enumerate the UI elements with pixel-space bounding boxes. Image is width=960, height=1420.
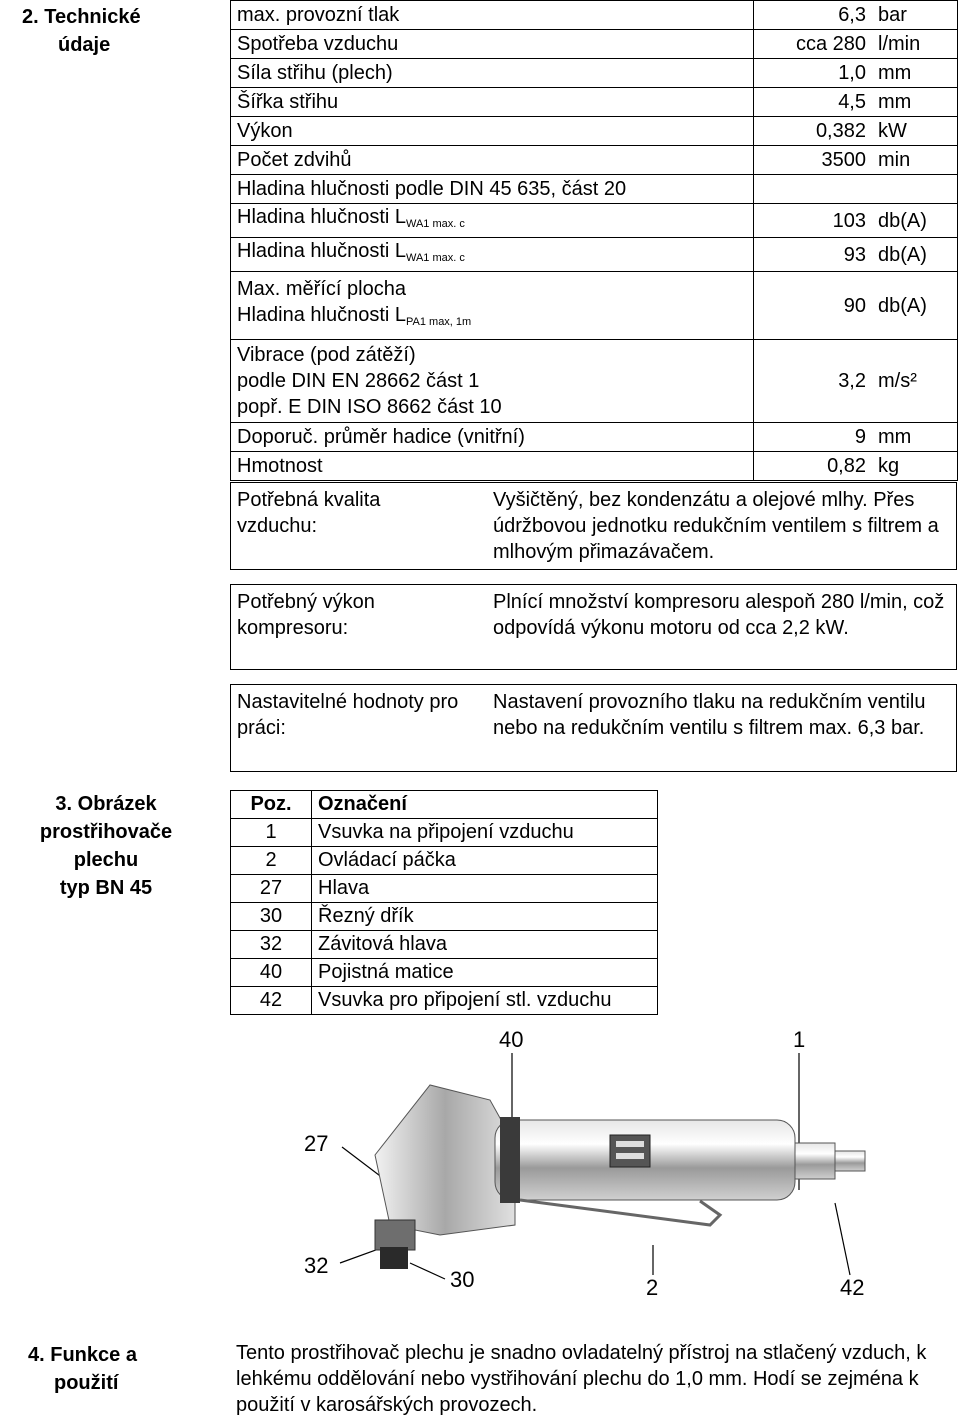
- spec-label-subscript: WA1 max. c: [406, 252, 465, 264]
- part-position: 30: [231, 903, 312, 931]
- column-header-name: Označení: [312, 791, 658, 819]
- callout-2: 2: [646, 1275, 659, 1300]
- callout-32: 32: [304, 1253, 329, 1278]
- settings-box: [230, 684, 957, 772]
- spec-unit: mm: [878, 91, 912, 113]
- spec-label: Spotřeba vzduchu: [231, 30, 754, 59]
- callout-40: 40: [499, 1027, 524, 1052]
- requirement-description: Nastavení provozního tlaku na redukčním ventilu nebo na redukčním ventilu s filtrem max. 6,3 bar.: [493, 691, 926, 739]
- spec-label-text: podle DIN EN 28662 část 1: [237, 370, 480, 392]
- table-row: [231, 987, 658, 1015]
- spec-label: [231, 340, 754, 423]
- air-quality-box: [230, 482, 957, 570]
- part-position: 40: [231, 959, 312, 987]
- column-header-position: Poz.: [231, 791, 312, 819]
- spec-row: [231, 59, 958, 88]
- table-row: [231, 819, 658, 847]
- spec-label-text: popř. E DIN ISO 8662 část 10: [237, 396, 502, 418]
- tool-body: [495, 1117, 865, 1225]
- part-position: 27: [231, 875, 312, 903]
- spec-row: [231, 175, 958, 204]
- spec-row: [231, 272, 958, 340]
- spec-unit: min: [878, 149, 911, 171]
- spec-row: [231, 423, 958, 452]
- compressor-power-box: [230, 584, 957, 670]
- spec-value: 9: [854, 426, 866, 448]
- spec-row: [231, 146, 958, 175]
- spec-label: Hladina hlučnosti podle DIN 45 635, část 20: [231, 175, 754, 204]
- table-row: [231, 875, 658, 903]
- spec-row: [231, 238, 958, 272]
- parts-table: [230, 790, 658, 1015]
- callout-30: 30: [450, 1267, 475, 1292]
- part-position: 2: [231, 847, 312, 875]
- section-3-heading: [16, 790, 196, 902]
- requirement-description: Vyšičtěný, bez kondenzátu a olejové mlhy. Přes údržbovou jednotku redukčním ventilem s filtrem a mlhovým přimazávačem.: [493, 489, 939, 563]
- table-row: [231, 847, 658, 875]
- spec-unit: db(A): [878, 243, 927, 266]
- section-4-title-line: použití: [54, 1372, 119, 1394]
- table-row: [231, 903, 658, 931]
- spec-unit: db(A): [878, 209, 927, 232]
- spec-row: [231, 340, 958, 423]
- spec-row: [231, 117, 958, 146]
- spec-unit: l/min: [878, 33, 921, 55]
- spec-row: [231, 1, 958, 30]
- spec-unit: bar: [878, 4, 907, 26]
- spec-label: Počet zdvihů: [231, 146, 754, 175]
- spec-unit: kW: [878, 120, 907, 142]
- spec-label: Doporuč. průměr hadice (vnitřní): [231, 423, 754, 452]
- spec-row: [231, 452, 958, 481]
- section-2-title-line: údaje: [58, 34, 111, 56]
- spec-label: Výkon: [231, 117, 754, 146]
- tool-head: [375, 1085, 515, 1269]
- part-name: Řezný dřík: [312, 903, 658, 931]
- section-2-heading: [22, 3, 142, 59]
- section-4-title-line: 4. Funkce a: [28, 1344, 137, 1366]
- nibbler-illustration: [280, 1025, 900, 1305]
- spec-label: [231, 238, 754, 272]
- section-3-title-line: prostřihovače: [39, 821, 173, 843]
- spec-label: Síla střihu (plech): [231, 59, 754, 88]
- requirement-key: Potřebný výkon kompresoru:: [237, 591, 375, 639]
- callout-1: 1: [793, 1027, 806, 1052]
- spec-row: [231, 204, 958, 238]
- function-description: Tento prostřihovač plechu je snadno ovladatelný přístroj na stlačený vzduch, k lehkému oddělování nebo vystřihování plechu do 1,0 mm. Hodí se zejména k použití v karosářských provozech.: [236, 1342, 927, 1416]
- section-3-title-line: typ BN 45: [59, 877, 153, 899]
- callout-42: 42: [840, 1275, 865, 1300]
- requirement-description: Plnící množství kompresoru alespoň 280 l/min, což odpovídá výkonu motoru od cca 2,2 kW.: [493, 591, 945, 639]
- table-row: [231, 959, 658, 987]
- part-position: 42: [231, 987, 312, 1015]
- spec-label-text-part: Hladina hlučnosti L: [237, 304, 406, 326]
- spec-label: max. provozní tlak: [231, 1, 754, 30]
- part-name: Ovládací páčka: [312, 847, 658, 875]
- spec-value: 90: [843, 294, 866, 317]
- spec-row: [231, 88, 958, 117]
- spec-value: 6,3: [838, 4, 866, 26]
- part-name: Vsuvka pro připojení stl. vzduchu: [312, 987, 658, 1015]
- spec-label: [231, 204, 754, 238]
- spec-label-subscript: PA1 max, 1m: [406, 316, 472, 328]
- spec-value: 103: [832, 209, 866, 232]
- spec-value: 3500: [821, 149, 866, 171]
- spec-value: 1,0: [838, 62, 866, 84]
- spec-label-text: Hladina hlučnosti L: [237, 240, 406, 262]
- spec-value: 3,2: [838, 370, 866, 392]
- spec-unit: m/s²: [878, 370, 917, 392]
- section-4-heading: [28, 1341, 168, 1397]
- spec-row: [231, 30, 958, 59]
- section-3-title-line: 3. Obrázek: [55, 793, 157, 815]
- spec-unit: mm: [878, 426, 912, 448]
- spec-value: 0,82: [827, 455, 866, 477]
- spec-label: [231, 272, 754, 340]
- spec-value: 4,5: [838, 91, 866, 113]
- spec-value: 0,382: [815, 120, 866, 142]
- spec-unit: db(A): [878, 294, 927, 317]
- part-position: 32: [231, 931, 312, 959]
- spec-unit: mm: [878, 62, 912, 84]
- part-name: Pojistná matice: [312, 959, 658, 987]
- spec-label-text: Max. měřící plocha: [237, 278, 406, 300]
- technical-specs-table: [230, 0, 958, 481]
- spec-label: Hmotnost: [231, 452, 754, 481]
- section-2-title-line: 2. Technické: [22, 6, 141, 28]
- callout-27: 27: [304, 1131, 329, 1156]
- requirement-key: Nastavitelné hodnoty pro práci:: [237, 691, 459, 739]
- spec-unit: kg: [878, 455, 900, 477]
- requirement-key: Potřebná kvalita vzduchu:: [237, 489, 381, 537]
- part-name: Hlava: [312, 875, 658, 903]
- spec-value: cca 280: [795, 33, 866, 55]
- spec-label: Šířka střihu: [231, 88, 754, 117]
- section-3-title-line: plechu: [73, 849, 139, 871]
- spec-value: 93: [843, 243, 866, 266]
- spec-label-subscript: WA1 max. c: [406, 218, 465, 230]
- spec-label-text: Vibrace (pod zátěží): [237, 344, 416, 366]
- part-name: Vsuvka na připojení vzduchu: [312, 819, 658, 847]
- part-name: Závitová hlava: [312, 931, 658, 959]
- spec-label-text: [237, 302, 747, 335]
- parts-header-row: [231, 791, 658, 819]
- part-position: 1: [231, 819, 312, 847]
- table-row: [231, 931, 658, 959]
- spec-label-text: Hladina hlučnosti L: [237, 206, 406, 228]
